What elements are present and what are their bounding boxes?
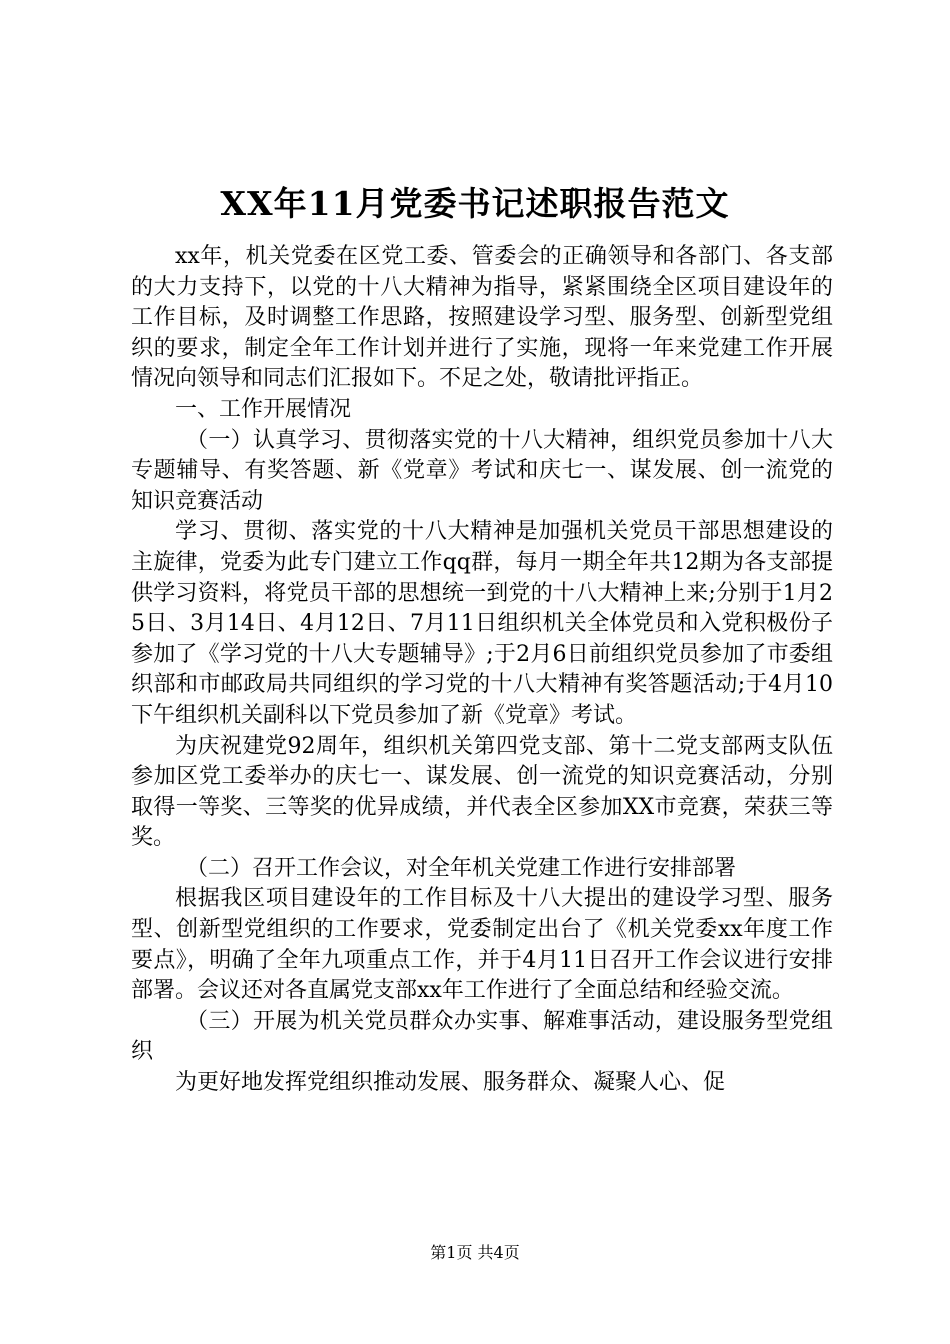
section-heading-work-status: 一、工作开展情况 [175,396,352,422]
paragraph-service: 为更好地发挥党组织推动发展、服务群众、凝聚人心、促 [175,1070,726,1096]
page-number: 第1页 共4页 [430,1243,520,1262]
subsection-heading-3: （三）开展为机关党员群众办实事、解难事活动，建设服务型党组织 [131,1008,833,1065]
paragraph-study: 学习、贯彻、落实党的十八大精神是加强机关党员干部思想建设的主旋律，党委为此专门建立工作qq群，每月一期全年共12期为各支部提供学习资料，将党员干部的思想统一到党的十八大精神上来;分别于1月25日、3月14日、4月12日、7月11日组织机关全体党员和入党积极份子参加了《学习党的十八大专题辅导》;于2月6日前组织党员参加了市委组织部和市邮政局共同组织的学习党的十八大精神有奖答题活动;于4月10下午组织机关副科以下党员参加了新《党章》考试。 [131,519,833,728]
document-body [131,242,833,1099]
subsection-heading-2: （二）召开工作会议，对全年机关党建工作进行安排部署 [186,855,737,881]
subsection-heading-1: （一）认真学习、贯彻落实党的十八大精神，组织党员参加十八大专题辅导、有奖答题、新《党章》考试和庆七一、谋发展、创一流党的知识竞赛活动 [131,427,833,514]
paragraph-meeting: 根据我区项目建设年的工作目标及十八大提出的建设学习型、服务型、创新型党组织的工作要求，党委制定出台了《机关党委xx年度工作要点》，明确了全年九项重点工作，并于4月11日召开工作会议进行安排部署。会议还对各直属党支部xx年工作进行了全面总结和经验交流。 [131,886,833,1004]
paragraph-intro: xx年，机关党委在区党工委、管委会的正确领导和各部门、各支部的大力支持下，以党的十八大精神为指导，紧紧围绕全区项目建设年的工作目标，及时调整工作思路，按照建设学习型、服务型、创新型党组织的要求，制定全年工作计划并进行了实施，现将一年来党建工作开展情况向领导和同志们汇报如下。不足之处，敬请批评指正。 [131,244,833,392]
document-title: XX年11月党委书记述职报告范文 [220,184,730,223]
paragraph-anniversary: 为庆祝建党92周年，组织机关第四党支部、第十二党支部两支队伍参加区党工委举办的庆七一、谋发展、创一流党的知识竞赛活动，分别取得一等奖、三等奖的优异成绩，并代表全区参加XX市竞赛，荣获三等奖。 [131,733,833,851]
